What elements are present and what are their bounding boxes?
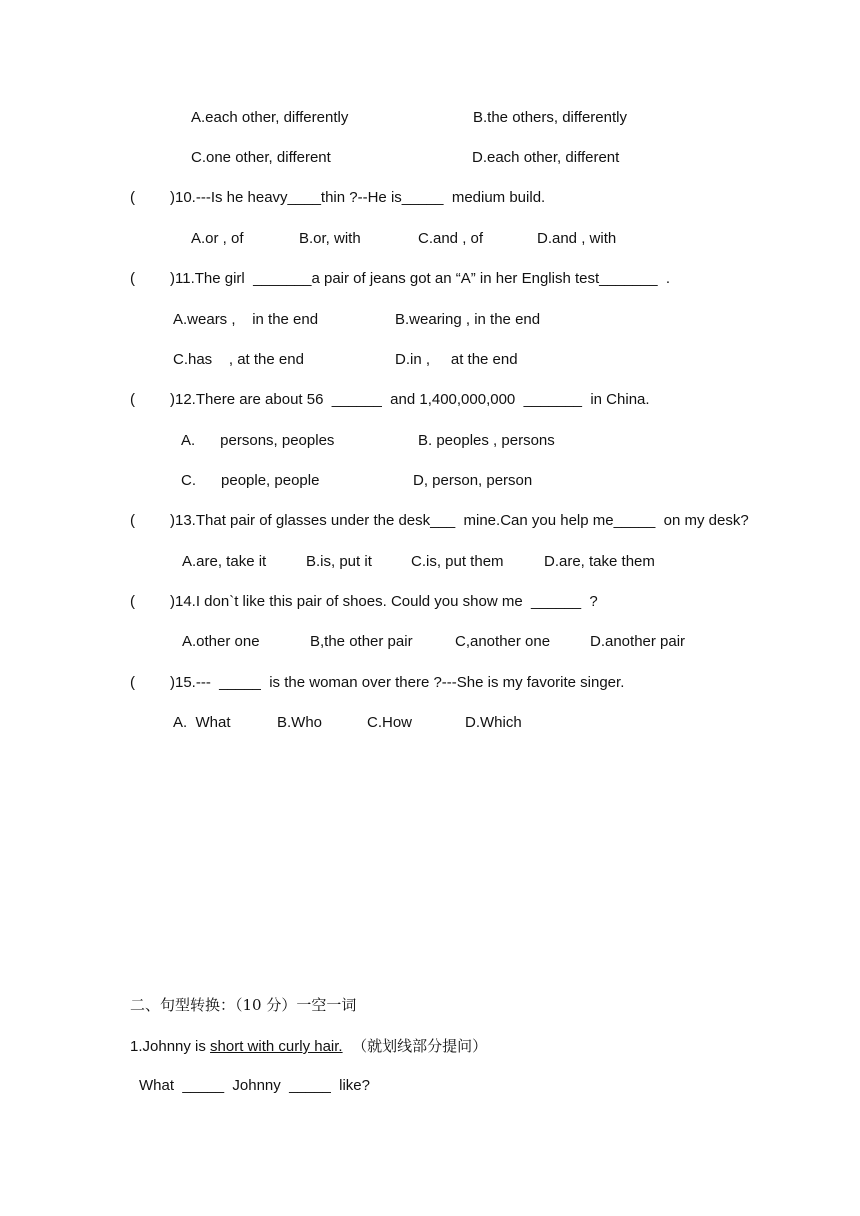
q15-answer-paren: ( — [130, 674, 135, 691]
q12-option-b: B. peoples , persons — [418, 432, 555, 449]
q10-option-a: A.or , of — [191, 230, 244, 247]
q14-option-b: B,the other pair — [310, 633, 413, 650]
q14-option-a: A.other one — [182, 633, 260, 650]
q13-question: )13.That pair of glasses under the desk___ mine.Can you help me_____ on my desk? — [170, 512, 749, 529]
q13-option-b: B.is, put it — [306, 553, 372, 570]
q11-option-a: A.wears , in the end — [173, 311, 319, 328]
sentence-1-prefix: 1.Johnny is — [130, 1038, 211, 1055]
q15-option-c: C.How — [367, 714, 413, 731]
q12-option-d: D, person, person — [413, 472, 533, 489]
q14-answer-paren: ( — [130, 593, 135, 610]
q14-option-d: D.another pair — [590, 633, 686, 650]
q11-question: )11.The girl _______a pair of jeans got an “A” in her English test_______ . — [170, 270, 671, 287]
q9-option-a: A.each other, differently — [191, 109, 349, 126]
q10-answer-paren: ( — [130, 189, 135, 206]
q15-option-d: D.Which — [465, 714, 522, 731]
q11-answer-paren: ( — [130, 270, 135, 287]
q13-option-d: D.are, take them — [544, 553, 655, 570]
q14-option-c: C,another one — [455, 633, 551, 650]
sentence-1 — [130, 1036, 487, 1057]
q14-question: )14.I don`t like this pair of shoes. Could you show me ______ ? — [170, 593, 598, 610]
q12-option-a: A. persons, peoples — [181, 432, 335, 449]
q9-option-c: C.one other, different — [191, 149, 331, 166]
q11-option-c: C.has , at the end — [173, 351, 304, 368]
q15-question: )15.--- _____ is the woman over there ?---She is my favorite singer. — [170, 674, 625, 691]
q13-option-c: C.is, put them — [411, 553, 504, 570]
q10-option-c: C.and , of — [418, 230, 484, 247]
q12-question: )12.There are about 56 ______ and 1,400,000,000 _______ in China. — [170, 391, 650, 408]
q9-option-d: D.each other, different — [472, 149, 620, 166]
q15-option-a: A. What — [173, 714, 231, 731]
q12-option-c: C. people, people — [181, 472, 320, 489]
q10-option-d: D.and , with — [537, 230, 617, 247]
sentence-1-underlined: short with curly hair. — [210, 1038, 343, 1055]
q11-option-d: D.in , at the end — [395, 351, 518, 368]
q11-option-b: B.wearing , in the end — [395, 311, 541, 328]
sentence-1-instruction: （就划线部分提问） — [342, 1037, 488, 1055]
section-2-heading: 二、句型转换：（10 分）一空一词 — [130, 996, 357, 1014]
q13-answer-paren: ( — [130, 512, 135, 529]
q12-answer-paren: ( — [130, 391, 135, 408]
sentence-1-answer-line: What _____ Johnny _____ like? — [139, 1077, 370, 1094]
q13-option-a: A.are, take it — [182, 553, 267, 570]
q10-option-b: B.or, with — [299, 230, 361, 247]
q15-option-b: B.Who — [277, 714, 323, 731]
q10-question: )10.---Is he heavy____thin ?--He is_____ medium build. — [170, 189, 546, 206]
q9-option-b: B.the others, differently — [473, 109, 627, 126]
